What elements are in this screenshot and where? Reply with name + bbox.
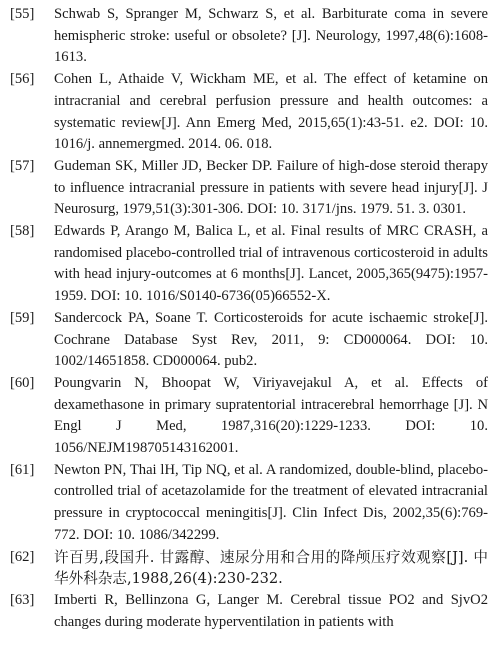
reference-56 bbox=[10, 69, 488, 156]
reference-63 bbox=[10, 590, 488, 633]
reference-text: Newton PN, Thai lH, Tip NQ, et al. A randomized, double-blind, placebo-controlled trial of acetazolamide for the treatment of elevated intracranial pressure in cryptococcal meningitis[J]. Clin Infect Dis, 2002,35(6):769-772. DOI: 10. 1086/342299. bbox=[54, 461, 488, 543]
reference-number: [56] bbox=[10, 71, 35, 88]
reference-number: [62] bbox=[10, 548, 35, 565]
reference-58 bbox=[10, 221, 488, 308]
reference-number: [59] bbox=[10, 309, 35, 326]
reference-text: 许百男,段国升. 甘露醇、速尿分用和合用的降颅压疗效观察[J]. 中华外科杂志,1988,26(4):230-232. bbox=[54, 548, 488, 588]
reference-text: Schwab S, Spranger M, Schwarz S, et al. Barbiturate coma in severe hemispheric stroke: useful or obsolete? [J]. Neurology, 1997,48(6):1608-1613. bbox=[54, 6, 488, 66]
reference-number: [63] bbox=[10, 591, 35, 608]
reference-61 bbox=[10, 460, 488, 547]
reference-list bbox=[10, 4, 488, 633]
reference-62 bbox=[10, 547, 488, 590]
reference-number: [55] bbox=[10, 6, 35, 22]
reference-number: [57] bbox=[10, 157, 35, 174]
reference-text: Cohen L, Athaide V, Wickham ME, et al. The effect of ketamine on intracranial and cerebral perfusion pressure and health outcomes: a systematic review[J]. Ann Emerg Med, 2015,65(1):43-51. e2. DOI: 10. 1016/j. annemergmed. 2014. 06. 018. bbox=[54, 71, 488, 153]
reference-57 bbox=[10, 156, 488, 221]
reference-number: [60] bbox=[10, 374, 35, 391]
reference-text: Edwards P, Arango M, Balica L, et al. Final results of MRC CRASH, a randomised placebo-controlled trial of intravenous corticosteroid in adults with head injury-outcomes at 6 months[J]. Lancet, 2005,365(9475):1957-1959. DOI: 10. 1016/S0140-6736(05)66552-X. bbox=[54, 223, 488, 305]
reference-59 bbox=[10, 308, 488, 373]
reference-text: Imberti R, Bellinzona G, Langer M. Cerebral tissue PO2 and SjvO2 changes during moderate hyperventilation in patients with bbox=[54, 591, 488, 630]
reference-60 bbox=[10, 373, 488, 460]
reference-number: [61] bbox=[10, 461, 35, 478]
reference-text: Sandercock PA, Soane T. Corticosteroids for acute ischaemic stroke[J]. Cochrane Database Syst Rev, 2011, 9: CD000064. DOI: 10. 1002/14651858. CD000064. pub2. bbox=[54, 309, 488, 370]
reference-number: [58] bbox=[10, 223, 35, 240]
reference-text: Gudeman SK, Miller JD, Becker DP. Failure of high-dose steroid therapy to influence intracranial pressure in patients with severe head injury[J]. J Neurosurg, 1979,51(3):301-306. DOI: 10. 3171/jns. 1979. 51. 3. 0301. bbox=[54, 157, 488, 218]
reference-55 bbox=[10, 4, 488, 69]
reference-text: Poungvarin N, Bhoopat W, Viriyavejakul A, et al. Effects of dexamethasone in primary supratentorial intracerebral hemorrhage [J]. N Engl J Med, 1987,316(20):1229-1233. DOI: 10. 1056/NEJM198705143162001. bbox=[54, 374, 488, 457]
